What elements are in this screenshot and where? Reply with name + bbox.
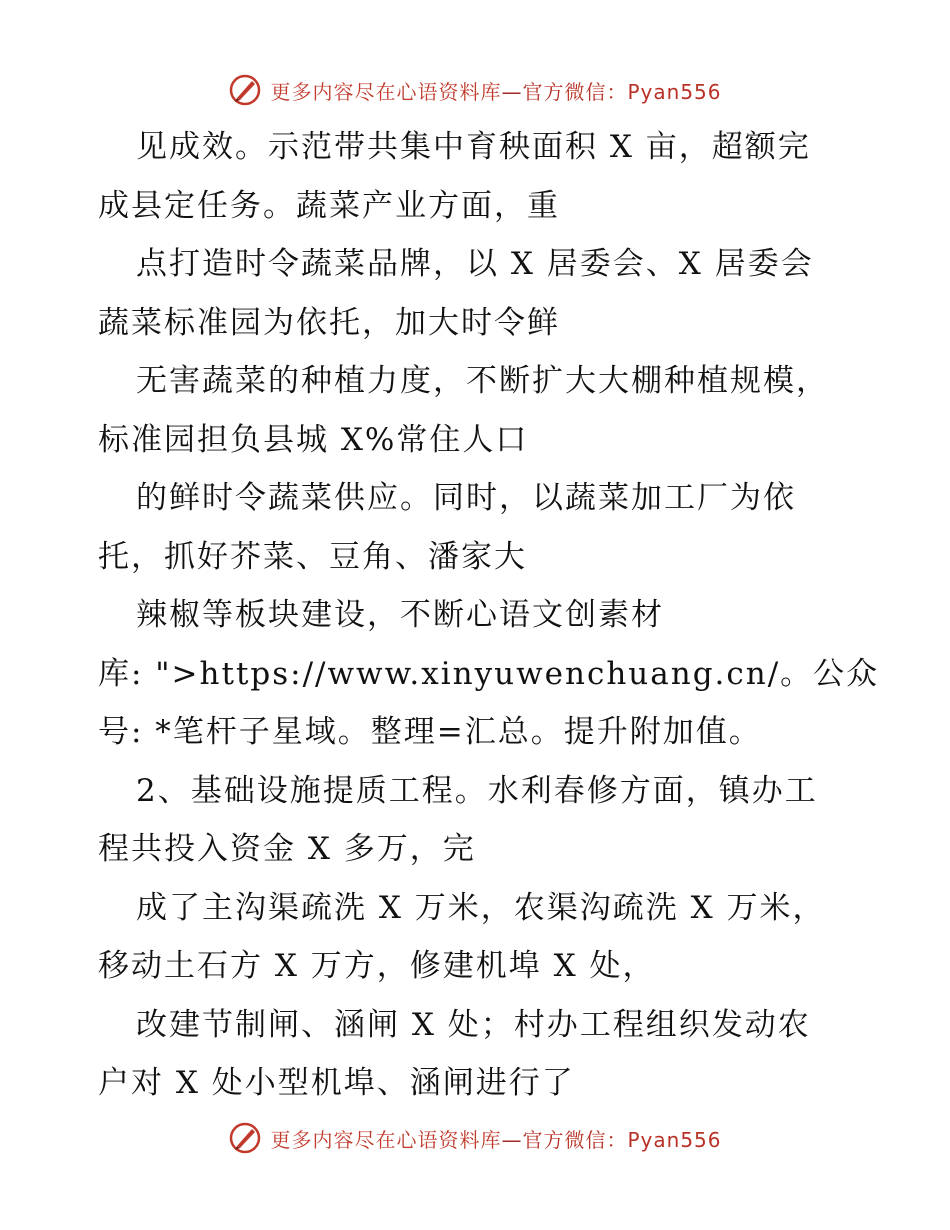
text-line: 的鲜时令蔬菜供应。同时，以蔬菜加工厂为依 bbox=[136, 480, 796, 516]
text-line: 标准园担负县城 X%常住人口 bbox=[98, 421, 529, 458]
text-line: 2、基础设施提质工程。水利春修方面，镇办工 bbox=[136, 772, 818, 809]
banner-wechat-id: Pyan556 bbox=[627, 79, 722, 104]
text-line: 程共投入资金 X 多万，完 bbox=[98, 831, 476, 867]
quill-pen-logo-icon bbox=[228, 73, 262, 107]
footer-watermark-banner bbox=[0, 1118, 950, 1158]
text-line: 点打造时令蔬菜品牌，以 X 居委会、X 居委会 bbox=[136, 246, 814, 282]
banner-text bbox=[270, 76, 721, 105]
banner-separator: — bbox=[501, 1127, 523, 1152]
text-line: 改建节制闸、涵闸 X 处；村办工程组织发动农 bbox=[136, 1006, 811, 1043]
document-body bbox=[98, 118, 880, 1113]
text-line: 移动土石方 X 万方，修建机埠 X 处， bbox=[98, 948, 656, 984]
banner-wechat-label: 官方微信： bbox=[522, 1127, 628, 1152]
quill-pen-logo-icon bbox=[228, 1121, 262, 1155]
banner-separator: — bbox=[501, 79, 523, 104]
text-line: 无害蔬菜的种植力度，不断扩大大棚种植规模， bbox=[136, 363, 829, 399]
banner-site-text: 更多内容尽在心语资料库 bbox=[270, 1127, 502, 1152]
banner-wechat-label: 官方微信： bbox=[522, 79, 628, 104]
text-line: 托，抓好芥菜、豆角、潘家大 bbox=[98, 538, 527, 575]
banner-site-text: 更多内容尽在心语资料库 bbox=[270, 79, 502, 104]
text-line: 成县定任务。蔬菜产业方面，重 bbox=[98, 187, 560, 224]
banner-wechat-id: Pyan556 bbox=[627, 1127, 722, 1152]
text-line: 库: ">https://www.xinyuwenchuang.cn/。公众 bbox=[98, 655, 880, 692]
text-line: 辣椒等板块建设，不断心语文创素材 bbox=[136, 597, 664, 633]
text-line: 号: *笔杆子星域。整理=汇总。提升附加值。 bbox=[98, 714, 762, 750]
text-line: 见成效。示范带共集中育秧面积 X 亩，超额完 bbox=[136, 129, 811, 165]
text-line: 蔬菜标准园为依托，加大时令鲜 bbox=[98, 304, 560, 341]
banner-text bbox=[270, 1124, 721, 1153]
header-watermark-banner bbox=[0, 70, 950, 110]
text-line: 成了主沟渠疏洗 X 万米，农渠沟疏洗 X 万米， bbox=[136, 889, 826, 926]
text-line: 户对 X 处小型机埠、涵闸进行了 bbox=[98, 1065, 575, 1101]
